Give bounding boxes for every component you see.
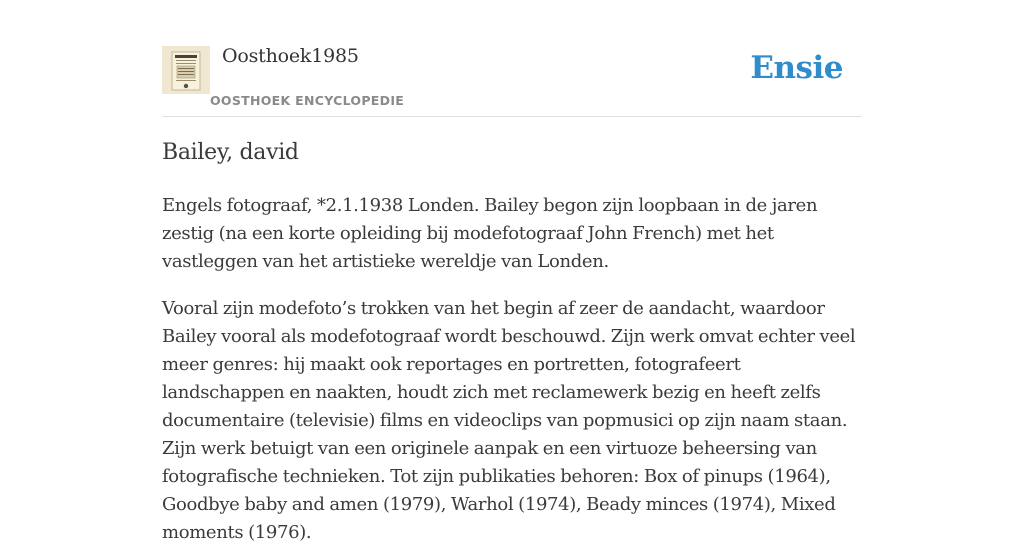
author-username[interactable]: Oosthoek1985	[222, 45, 359, 67]
article-header	[162, 0, 862, 117]
avatar[interactable]	[162, 46, 210, 94]
article-paragraph: Engels fotograaf, *2.1.1938 Londen. Bailey begon zijn loopbaan in de jaren zestig (na een korte opleiding bij modefotograaf John French) met het vastleggen van het artistieke wereldje van Londen.	[162, 195, 818, 272]
source-label[interactable]: OOSTHOEK ENCYCLOPEDIE	[210, 93, 405, 108]
page-title: Bailey, david	[162, 140, 299, 165]
brand-logo[interactable]: Ensie	[750, 50, 843, 86]
article-page	[162, 0, 862, 543]
article-paragraph: Vooral zijn modefoto’s trokken van het begin af zeer de aandacht, waardoor Bailey vooral als modefotograaf wordt beschouwd. Zijn werk omvat echter veel meer genres: hij maakt ook reportages en portretten, fotografeert landschappen en naakten, houdt zich met reclamewerk bezig en heeft zelfs documentaire (televisie) films en videoclips van popmusici op zijn naam staan. Zijn werk betuigt van een originele aanpak en een virtuoze beheersing van fotografische technieken. Tot zijn publikaties behoren: Box of pinups (1964), Goodbye baby and amen (1979), Warhol (1974), Beady minces (1974), Mixed moments (1976).	[162, 298, 856, 543]
encyclopedia-cover-icon	[162, 46, 210, 94]
